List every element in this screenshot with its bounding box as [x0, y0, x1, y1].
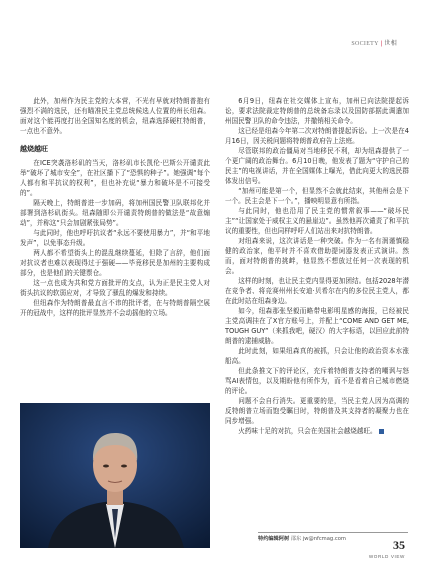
section-tag — [351, 38, 397, 47]
body-paragraph: 这一点也成为共和党方面批评的支点，认为正是民主党人对街头抗议的软弱应对，才导致了骚乱的爆发和持续。 — [20, 279, 210, 297]
body-paragraph: 这样的时刻，也让民主党内显得更加团结。包括2028年潜在竞争者、将竞赛州州长安迪·贝希尔在内的多位民主党人，都在此时站在纽森身边。 — [225, 277, 409, 305]
body-paragraph: 两人都不希望街头上的混乱继续蔓延，但除了言辞，他们面对抗议者也难以表现得过于强硬——毕竟移民是加州的主要构成部分，也是他们的关键票仓。 — [20, 249, 210, 277]
body-paragraph: 但此条推文下的评论区，充斥着特朗普支持者的嘲讽与怒骂AI表情包，以及期盼他有所作为，而不是看着自己城市燃烧的评论。 — [225, 367, 409, 395]
credit-author: 特约编辑阿树 — [258, 536, 290, 542]
body-paragraph: 在ICE突袭洛杉矶的当天，洛杉矶市长凯伦·巴斯公开谴责此举“破坏了城市安全”，在社区播下了“恐惧的种子”。她强调“每个人都有和平抗议的权利”，但也补充说“暴力和破坏是不可接受的”。 — [20, 159, 210, 197]
body-paragraph: 与此同时，他也呼吁抗议者“永远不要使用暴力”，并“和平地发声”，以免事态升级。 — [20, 229, 210, 247]
body-paragraph: 对纽森来说，这次讲话是一种突破。作为一名有润谨慎稳健的政治家，他平时并不喜欢借助提词器发表正式演讲。然而，面对特朗普的挑衅，他显然不想放过任何一次表现的机会。 — [225, 237, 409, 275]
credit-email: jw@nfcmag.com — [302, 536, 346, 542]
credit-editor: 邵东 — [290, 536, 302, 542]
closing-paragraph: 火药味十足的对抗，只会在美国社会越烧越旺。 — [225, 426, 409, 436]
body-paragraph: 但纽森作为特朗普最直言不讳的批评者，在与特朗普隔空展开的冠战中，这样的批评显然并不会动摇他的立场。 — [20, 299, 210, 317]
body-paragraph: 此时此刻，如果纽森真的被抓，只会让他的政治资本水涨船高。 — [225, 347, 409, 365]
body-paragraph: 问题不会自行消失。更重要的是，当民主党人因为高调的反特朗普立场而饱受瞩目时，特朗普及其支持者的凝聚力也在同步增强。 — [225, 397, 409, 425]
body-paragraph: 与此同时，他也沿用了民主党的惯常叙事——“破坏民主”“让国家处于威权主义的悬崖边”。虽然他再次谴责了和平抗议的重要性，但也同样呼吁人们站出来对抗特朗普。 — [225, 207, 409, 235]
section-en: SOCIETY — [351, 41, 379, 47]
page-number: 35 — [393, 538, 405, 552]
left-column — [20, 96, 210, 318]
body-paragraph: 隔天晚上，特朗普进一步加码，将加州国民警卫队联邦化并部署到洛杉矶街头。纽森随即公开谴责特朗普的做法是“故意煽动”，并称这“只会加剧紧张局势”。 — [20, 199, 210, 227]
body-paragraph: 尽管联邦的政治僵局对当地移民不利，却为纽森提供了一个更广阔的政治舞台。6月10日晚，他发表了题为“守护自己的民主”的电视讲话，并在全国媒体上曝光，借此向更大的选民群体发出信号。 — [225, 147, 409, 185]
body-paragraph: 6月9日，纽森在社交媒体上宣布，加州已向法院提起诉讼，要求法院裁定特朗普的总统备忘录以及国防部据此调遣加州国民警卫队的命令违法，并撤销相关命令。 — [225, 97, 409, 125]
intro-paragraph: 此外，加州作为民主党的大本营，不光有早就对特朗普抱有强烈不满的选民，还有瞄准民主党总统候选人位置的州长纽森。面对这个能再度打出全国知名度的机会，纽森选择硬杠特朗普，一点也不意外。 — [20, 97, 210, 135]
body-paragraph: 如今，纽森那张坚毅而略带电影明星感的海报，已经被民主党高调挂在了X官方账号上，并配上“COME AND GET ME, TOUGH GUY”（来抓我吧，硬汉）的大字标语，以回应此前特朗普的逮捕威胁。 — [225, 307, 409, 345]
body-paragraph: “加州可能是第一个，但显然不会就此结束，其他州会是下一个。民主会是下一个。”，播映明显意有所指。 — [225, 187, 409, 205]
portrait-photo-icon — [20, 403, 210, 548]
section-separator: | — [380, 41, 383, 47]
section-cn: 世相 — [384, 41, 397, 47]
editor-credit — [258, 535, 346, 542]
right-column — [225, 96, 409, 436]
magazine-name: WORLD VIEW — [368, 554, 405, 559]
portrait-photo — [20, 403, 210, 548]
body-paragraph: 这已经是纽森今年第二次对特朗普提起诉讼。上一次是在4月16日，因关税问题将特朗普政府告上法庭。 — [225, 127, 409, 145]
credit-rule — [258, 532, 408, 533]
subheading: 越烧越旺 — [20, 145, 48, 153]
